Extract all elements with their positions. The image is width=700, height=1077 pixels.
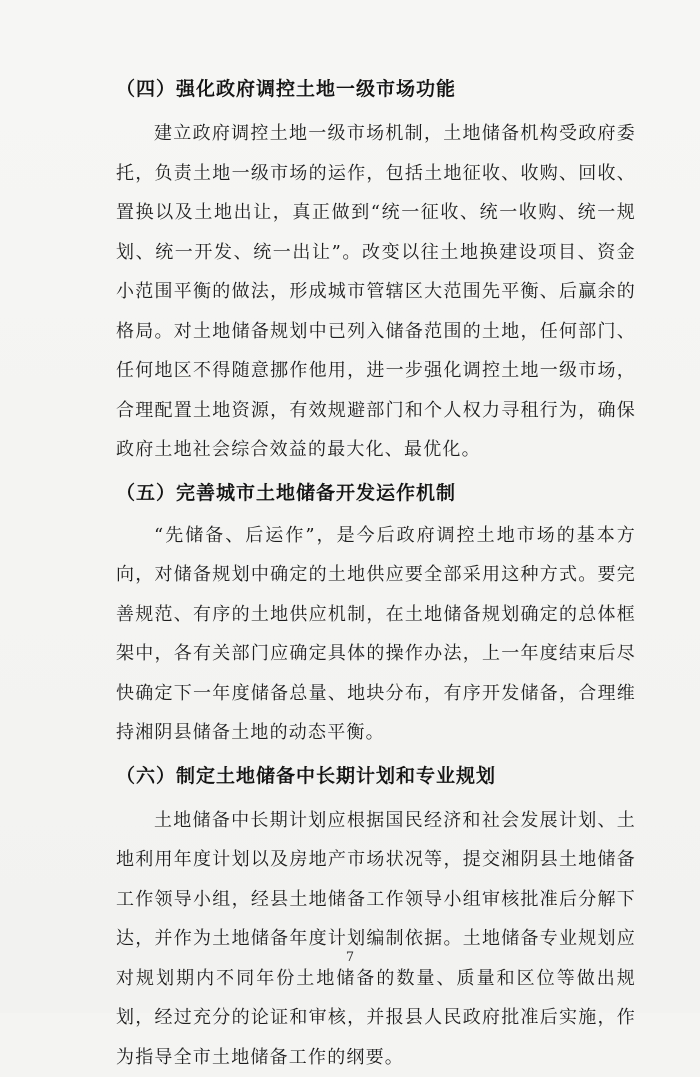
section-4-paragraph: 建立政府调控土地一级市场机制，土地储备机构受政府委托，负责土地一级市场的运作，包括土地征收、收购、回收、置换以及土地出让，真正做到“统一征收、统一收购、统一规划、统一开发、统一出让”。改变以往土地换建设项目、资金小范围平衡的做法，形成城市管辖区大范围先平衡、后赢余的格局。对土地储备规划中已列入储备范围的土地，任何部门、任何地区不得随意挪作他用，进一步强化调控土地一级市场，合理配置土地资源，有效规避部门和个人权力寻租行为，确保政府土地社会综合效益的最大化、最优化。 bbox=[116, 114, 636, 470]
section-5-heading: （五）完善城市土地储备开发运作机制 bbox=[116, 474, 636, 512]
section-6-paragraph: 土地储备中长期计划应根据国民经济和社会发展计划、土地利用年度计划以及房地产市场状况等，提交湘阴县土地储备工作领导小组，经县土地储备工作领导小组审核批准后分解下达，并作为土地储备年度计划编制依据。土地储备专业规划应对规划期内不同年份土地储备的数量、质量和区位等做出规划，经过充分的论证和审核，并报县人民政府批准后实施，作为指导全市土地储备工作的纲要。 bbox=[116, 801, 636, 1077]
page-number: 7 bbox=[0, 950, 700, 965]
section-5-paragraph: “先储备、后运作”，是今后政府调控土地市场的基本方向，对储备规划中确定的土地供应要全部采用这种方式。要完善规范、有序的土地供应机制，在土地储备规划确定的总体框架中，各有关部门应确定具体的操作办法，上一年度结束后尽快确定下一年度储备总量、地块分布，有序开发储备，合理维持湘阴县储备土地的动态平衡。 bbox=[116, 516, 636, 753]
section-6-heading: （六）制定土地储备中长期计划和专业规划 bbox=[116, 757, 636, 795]
page-content bbox=[116, 70, 636, 1077]
section-4-heading: （四）强化政府调控土地一级市场功能 bbox=[116, 70, 636, 108]
